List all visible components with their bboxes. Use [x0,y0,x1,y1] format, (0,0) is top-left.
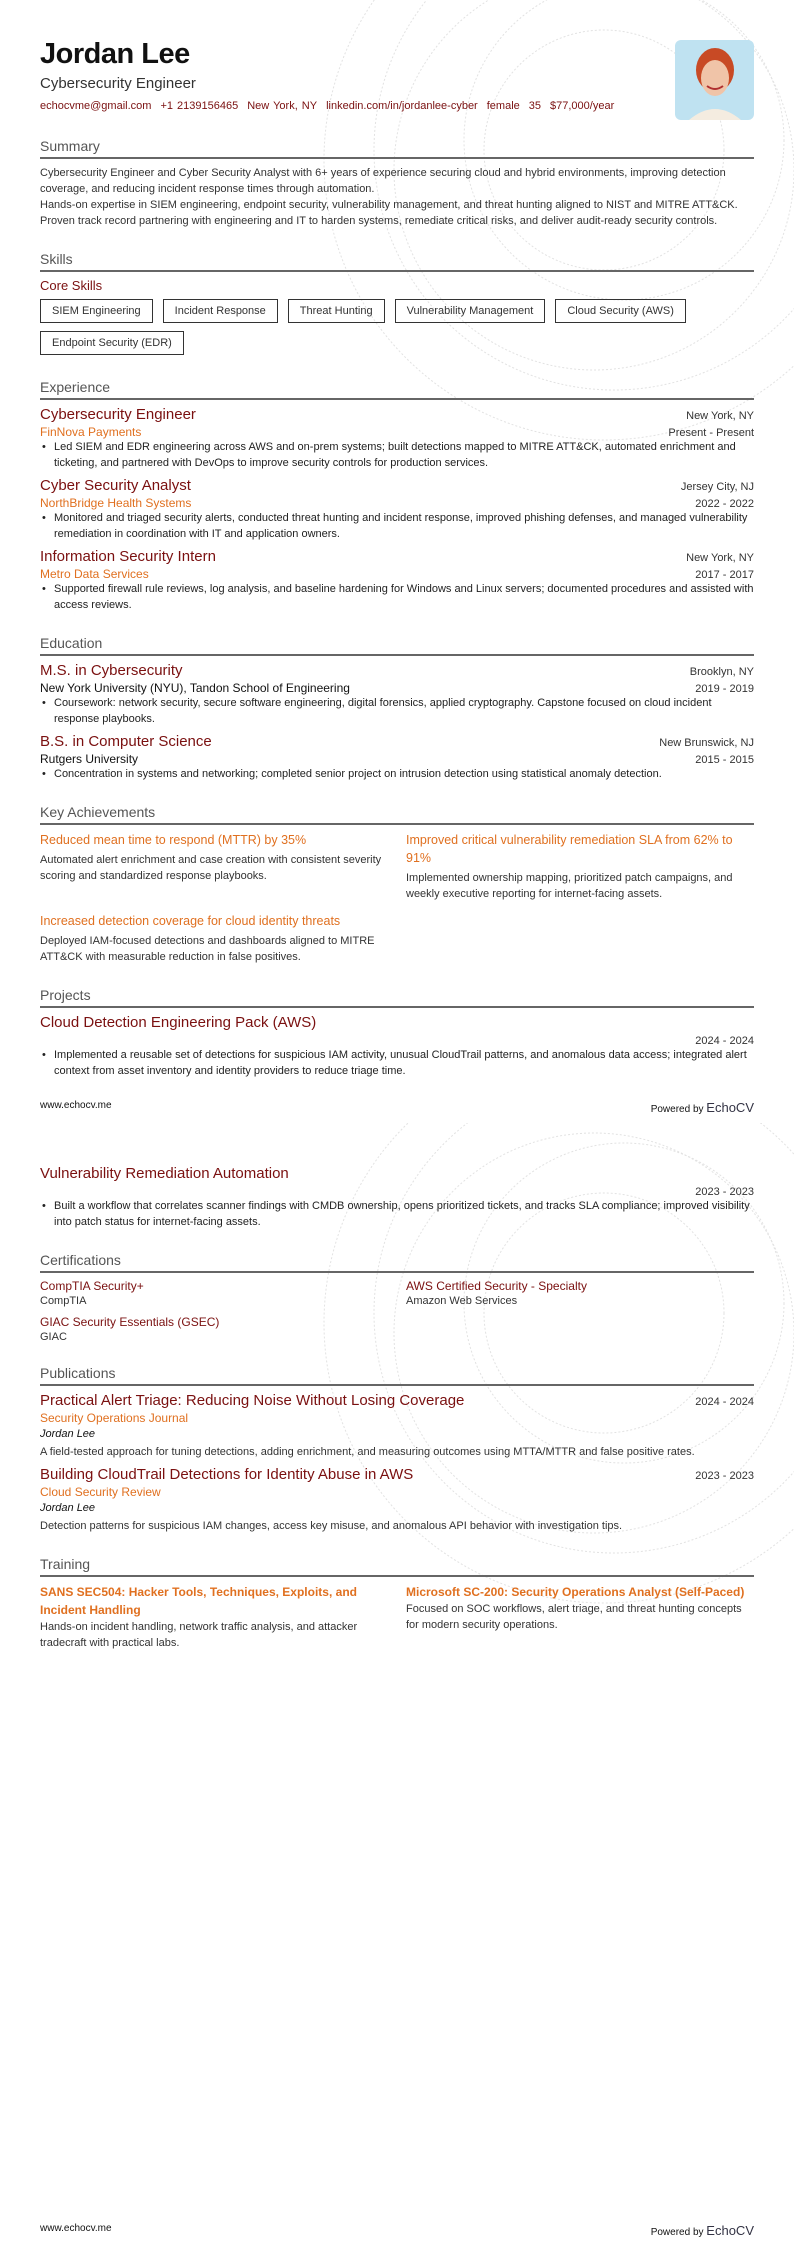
publication-title: Building CloudTrail Detections for Identity Abuse in AWS [40,1466,414,1483]
education-bullet: • Coursework: network security, secure software engineering, digital forensics, applied cryptography. Capstone focused on cloud incident response playbooks. [40,695,754,727]
publication-desc: A field-tested approach for tuning detections, adding enrichment, and measuring outcomes using MTTA/MTTR and false positive rates. [40,1446,695,1458]
education-bullet: • Concentration in systems and networking; completed senior project on intrusion detection using statistical anomaly detection. [40,766,754,782]
project-name: Cloud Detection Engineering Pack (AWS) [40,1014,317,1031]
certifications-list [40,1279,754,1343]
section-title-skills: Skills [40,251,754,272]
project-entry [40,1014,754,1079]
training-desc: Focused on SOC workflows, alert triage, and threat hunting concepts for modern security operations. [406,1603,742,1631]
job-bullet: • Monitored and triaged security alerts, conducted threat hunting and incident response, improved phishing defenses, and managed vulnerability remediation in coordination with IT and application owners. [40,510,754,542]
skill-chip: Vulnerability Management [395,299,546,323]
location: New York, NY [247,100,318,112]
achievements-list [40,831,754,965]
school-location: Brooklyn, NY [689,666,754,678]
publication-author: Jordan Lee [40,1428,96,1440]
publication-publisher: Security Operations Journal [40,1411,189,1425]
powered-by [651,1100,754,1115]
job-dates: Present - Present [668,427,754,439]
linkedin-link[interactable]: linkedin.com/in/jordanlee-cyber [326,100,478,112]
section-title-education: Education [40,635,754,656]
certification-item [406,1279,754,1307]
job-role: Cybersecurity Engineer [40,406,196,423]
achievement-item [406,831,754,902]
candidate-title: Cybersecurity Engineer [40,75,196,92]
education-entry [40,662,754,727]
project-dates: 2023 - 2023 [695,1186,754,1198]
training-title: SANS SEC504: Hacker Tools, Techniques, Exploits, and Incident Handling [40,1585,357,1617]
footer-site-link[interactable]: www.echocv.me [40,1100,112,1111]
skills-group-title: Core Skills [40,278,103,293]
skill-chip: Threat Hunting [288,299,385,323]
footer-site-link[interactable]: www.echocv.me [40,2223,112,2234]
job-company: Metro Data Services [40,567,149,581]
training-title: Microsoft SC-200: Security Operations Analyst (Self-Paced) [406,1585,745,1599]
page-footer [40,1100,754,1115]
summary-paragraph: Proven track record partnering with engineering and IT to harden systems, remediate critical risks, and deliver audit-ready security controls. [40,215,718,227]
job-role: Information Security Intern [40,548,216,565]
education-entry [40,733,754,782]
powered-by-label: Powered by [650,2227,704,2238]
achievement-title: Reduced mean time to respond (MTTR) by 35% [40,833,307,847]
degree: B.S. in Computer Science [40,733,212,750]
section-title-certifications: Certifications [40,1252,754,1273]
achievement-item [40,831,388,902]
gender: female [486,100,520,112]
section-title-training: Training [40,1556,754,1577]
certification-item [40,1315,388,1343]
job-company: FinNova Payments [40,425,142,439]
publication-dates: 2023 - 2023 [695,1470,754,1482]
publication-entry [40,1466,754,1534]
training-desc: Hands-on incident handling, network traffic analysis, and attacker tradecraft with practical labs. [40,1621,358,1649]
skill-chip: Cloud Security (AWS) [555,299,686,323]
project-dates: 2024 - 2024 [695,1035,754,1047]
publication-author: Jordan Lee [40,1502,96,1514]
job-location: New York, NY [686,410,754,422]
project-bullet: • Implemented a reusable set of detections for suspicious IAM activity, unusual CloudTrail patterns, and anomalous data access; integrated alert context from asset inventory and identity providers to reduce triage time. [40,1047,754,1079]
achievement-title: Increased detection coverage for cloud identity threats [40,914,341,928]
section-title-experience: Experience [40,379,754,400]
training-item [40,1583,388,1651]
certification-name: GIAC Security Essentials (GSEC) [40,1315,220,1329]
certification-issuer: GIAC [40,1331,67,1343]
skills-list [40,299,754,355]
education-dates: 2019 - 2019 [695,683,754,695]
brand-logo: EchoCV [706,1100,754,1115]
school: Rutgers University [40,752,139,766]
certification-issuer: CompTIA [40,1295,87,1307]
project-entry [40,1165,754,1230]
job-role: Cyber Security Analyst [40,477,191,494]
achievement-item [40,912,388,965]
publication-title: Practical Alert Triage: Reducing Noise Without Losing Coverage [40,1392,465,1409]
page-footer [40,2223,754,2238]
brand-logo: EchoCV [706,2223,754,2238]
powered-by [651,2223,754,2238]
job-bullet: • Supported firewall rule reviews, log analysis, and baseline hardening for Windows and Linux servers; documented procedures and assisted with access reviews. [40,581,754,613]
summary-paragraph: Cybersecurity Engineer and Cyber Security Analyst with 6+ years of experience securing cloud and hybrid environments, improving detection coverage, and reducing incident response times through automation. [40,167,726,195]
publication-dates: 2024 - 2024 [695,1396,754,1408]
training-list [40,1583,754,1651]
publication-desc: Detection patterns for suspicious IAM changes, access key misuse, and anomalous API behavior with investigation tips. [40,1520,623,1532]
certification-name: AWS Certified Security - Specialty [406,1279,587,1293]
skill-chip: SIEM Engineering [40,299,153,323]
job-bullet: • Led SIEM and EDR engineering across AWS and on-prem systems; built detections mapped to MITRE ATT&CK, automated enrichment and ticketing, and partnered with DevOps to improve security controls for production services. [40,439,754,471]
section-title-achievements: Key Achievements [40,804,754,825]
section-title-summary: Summary [40,138,754,159]
job-dates: 2022 - 2022 [695,498,754,510]
candidate-name: Jordan Lee [40,38,190,70]
school: New York University (NYU), Tandon School of Engineering [40,681,350,695]
powered-by-label: Powered by [650,1104,704,1115]
section-title-publications: Publications [40,1365,754,1386]
skill-chip: Endpoint Security (EDR) [40,331,184,355]
job-location: New York, NY [686,552,754,564]
section-title-projects: Projects [40,987,754,1008]
job-company: NorthBridge Health Systems [40,496,192,510]
publication-publisher: Cloud Security Review [40,1485,161,1499]
certification-item [40,1279,388,1307]
phone: +1 2139156465 [160,100,239,112]
email-link[interactable]: echocvme@gmail.com [40,100,152,112]
age: 35 [528,100,542,112]
training-item [406,1583,754,1651]
resume-page-2 [0,1123,794,2246]
job-dates: 2017 - 2017 [695,569,754,581]
salary: $77,000/year [550,100,615,112]
achievement-desc: Deployed IAM-focused detections and dashboards aligned to MITRE ATT&CK with measurable reduction in false positives. [40,935,375,963]
achievement-desc: Implemented ownership mapping, prioritized patch campaigns, and weekly executive reporting for internet-facing assets. [406,872,733,900]
degree: M.S. in Cybersecurity [40,662,183,679]
certification-issuer: Amazon Web Services [406,1295,518,1307]
contact-info [40,100,754,112]
project-bullet: • Built a workflow that correlates scanner findings with CMDB ownership, opens prioritized tickets, and tracks SLA compliance; improved visibility into patch status for internet-facing assets. [40,1198,754,1230]
summary-paragraph: Hands-on expertise in SIEM engineering, endpoint security, vulnerability management, and threat hunting aligned to NIST and MITRE ATT&CK. [40,199,738,211]
skill-chip: Incident Response [163,299,278,323]
education-dates: 2015 - 2015 [695,754,754,766]
experience-entry [40,477,754,542]
achievement-desc: Automated alert enrichment and case creation with consistent severity scoring and standardized response playbooks. [40,854,382,882]
publication-entry [40,1392,754,1460]
experience-entry [40,406,754,471]
certification-name: CompTIA Security+ [40,1279,144,1293]
project-name: Vulnerability Remediation Automation [40,1165,289,1182]
achievement-title: Improved critical vulnerability remediation SLA from 62% to 91% [406,833,733,865]
job-location: Jersey City, NJ [680,481,754,493]
school-location: New Brunswick, NJ [659,737,754,749]
experience-entry [40,548,754,613]
